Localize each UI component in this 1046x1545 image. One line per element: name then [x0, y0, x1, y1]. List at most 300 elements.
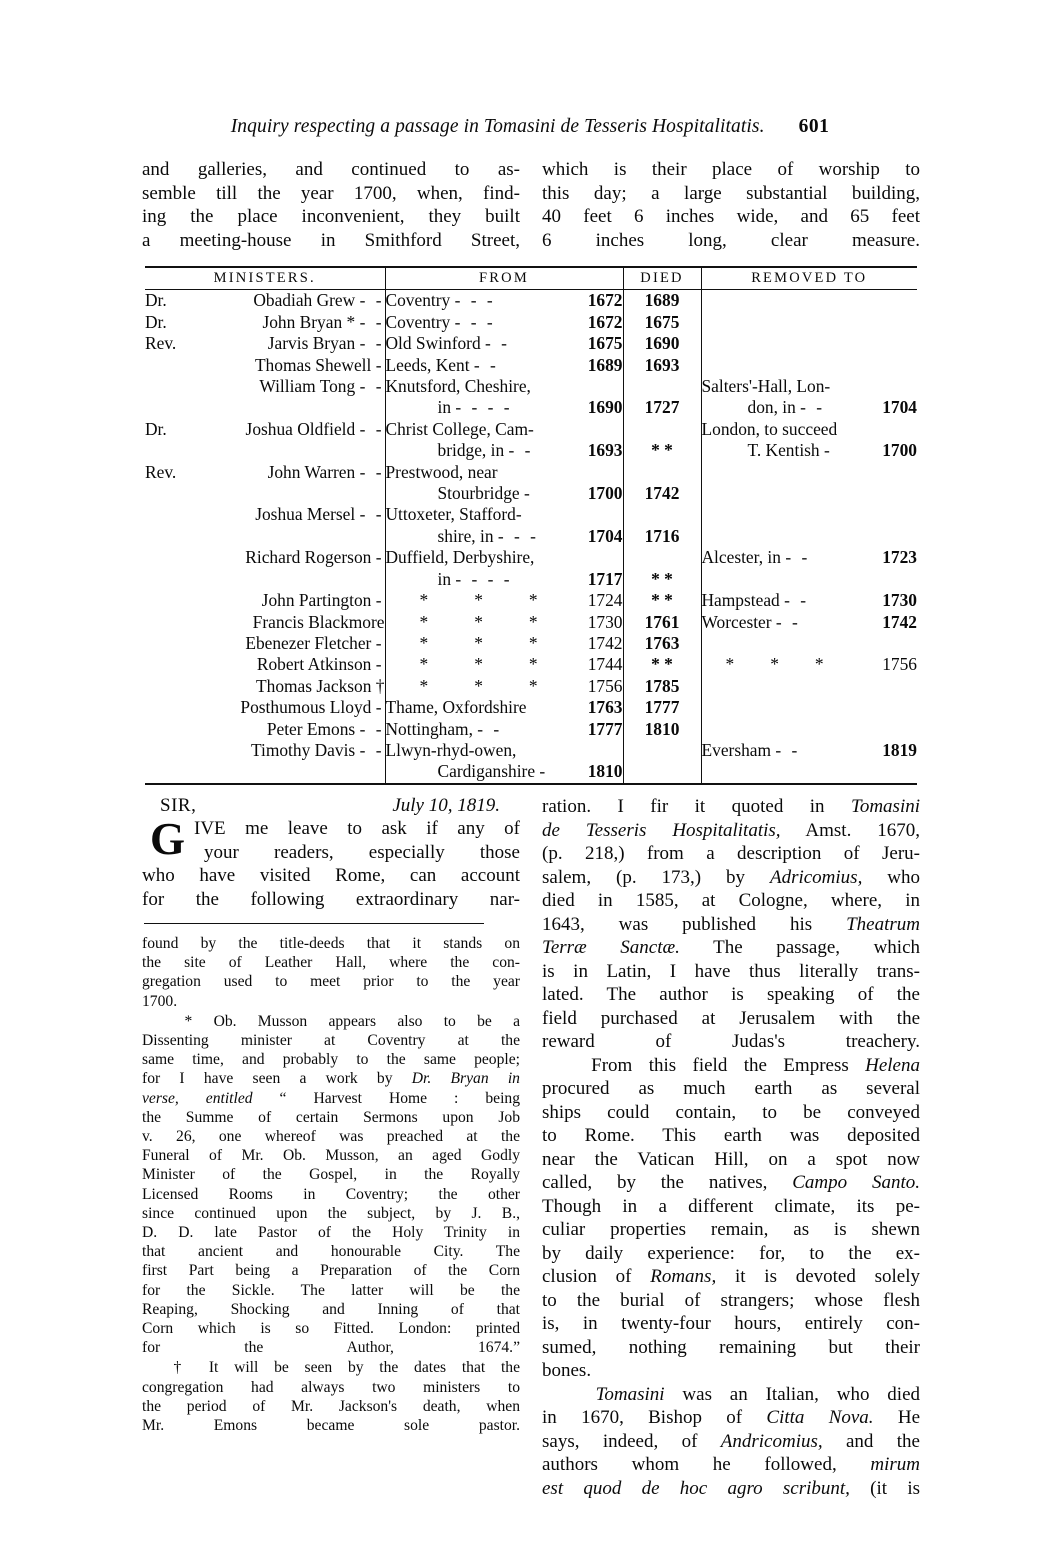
from-place: Christ College, Cam-	[385, 418, 534, 439]
died-empty	[624, 547, 701, 568]
removed-cell-cont	[701, 483, 917, 504]
from-place: Coventry - - -	[385, 290, 496, 311]
footnote-line: for the Author, 1674.”	[142, 1339, 520, 1357]
letter-line: reward of Judas's treachery.	[542, 1031, 920, 1052]
asterisk-mark: *	[528, 590, 538, 611]
leader-dashes: - -	[775, 739, 801, 760]
from-place: Knutsford, Cheshire,	[385, 376, 531, 397]
died-cell	[623, 547, 701, 568]
removed-cell-cont	[701, 569, 917, 590]
opening-line: for the following extraordinary nar-	[142, 888, 520, 910]
from-cell	[385, 633, 623, 654]
footnote-line: Reaping, Shocking and Inning of that	[142, 1300, 520, 1318]
died-cell	[623, 612, 701, 633]
letter-line: called, by the natives, Campo Santo.	[542, 1172, 920, 1193]
removed-empty	[702, 462, 918, 483]
letter-line: is, in twenty-four hours, entirely con-	[542, 1313, 920, 1334]
footnote-line: that ancient and honourable City. The	[142, 1243, 520, 1261]
leader-dashes: - -	[359, 718, 385, 739]
died-cell	[623, 676, 701, 697]
removed-cell	[701, 504, 917, 525]
letter-line: est quod de hoc agro scribunt, (it is	[542, 1477, 920, 1499]
minister-name: Jarvis Bryan	[267, 333, 356, 354]
leader-dashes: - -	[784, 590, 810, 611]
removed-empty	[702, 569, 918, 590]
ministers-table-container	[145, 266, 917, 785]
minister-name: Richard Rogerson	[245, 547, 372, 568]
intro-line: 6 inches long, clear measure.	[542, 229, 920, 251]
from-cell	[385, 333, 623, 354]
table-row	[145, 376, 917, 397]
minister-cell	[145, 504, 385, 525]
minister-cell	[145, 547, 385, 568]
letter-line: de Tesseris Hospitalitatis, Amst. 1670,	[542, 819, 920, 841]
removed-line-cont	[702, 397, 918, 418]
died-cell-cont	[623, 569, 701, 590]
leader-dashes: - - - -	[455, 568, 513, 589]
from-line-cont	[386, 483, 623, 504]
letter-date: July 10, 1819.	[392, 795, 500, 816]
table-bottom-rule	[145, 783, 917, 785]
letter-line: says, indeed, of Andricomius, and the	[542, 1430, 920, 1452]
from-cell	[385, 590, 623, 611]
minister-cell	[145, 676, 385, 697]
table-row	[145, 462, 917, 483]
leader-dashes: -	[375, 632, 385, 653]
footnote-line: found by the title-deeds that it stands on	[142, 935, 520, 952]
from-cell-cont	[385, 761, 623, 782]
died-year: * *	[651, 568, 673, 589]
from-place-cont: in - - - -	[437, 397, 513, 418]
minister-name: Obadiah Grew	[253, 290, 356, 311]
minister-name: Joshua Oldfield	[245, 418, 356, 439]
table-row-continuation	[145, 761, 917, 782]
minister-name: William Tong	[259, 376, 356, 397]
died-cell	[623, 355, 701, 376]
removed-cell-cont	[701, 526, 917, 547]
from-place-cont: in - - - -	[437, 568, 513, 589]
from-line	[386, 290, 623, 311]
leader-dashes: - -	[477, 718, 503, 739]
from-asterisks	[386, 590, 623, 611]
table-row-continuation	[145, 569, 917, 590]
died-cell-cont	[623, 397, 701, 418]
from-place: Nottingham, - -	[385, 718, 503, 739]
opening-remaining-lines	[142, 864, 520, 911]
died-cell	[623, 654, 701, 675]
removed-empty	[702, 633, 918, 654]
asterisk-mark: *	[528, 611, 538, 632]
page-number: 601	[798, 116, 830, 137]
leader-dashes: - -	[359, 739, 385, 760]
died-empty	[624, 419, 701, 440]
footnote-line: congregation had always two ministers to	[142, 1378, 520, 1396]
removed-empty	[702, 355, 918, 376]
intro-line: semble till the year 1700, when, find-	[142, 182, 520, 204]
leader-dashes: - -	[473, 354, 499, 375]
removed-cell	[701, 612, 917, 633]
minister-name: Ebenezer Fletcher	[245, 632, 372, 653]
removed-cell-cont	[701, 397, 917, 418]
letter-line: died in 1585, at Cologne, where, in	[542, 890, 920, 911]
asterisk-mark: *	[770, 654, 779, 675]
asterisk-mark: *	[474, 632, 483, 653]
letter-column-left	[142, 795, 520, 1500]
running-head	[140, 116, 920, 144]
footnote-continuation	[142, 934, 520, 1011]
removed-empty	[702, 312, 918, 333]
from-cell-cont	[385, 440, 623, 461]
died-cell	[623, 697, 701, 718]
opening-line: who have visited Rome, can account	[142, 865, 520, 886]
salutation-line	[142, 795, 520, 817]
minister-cell-cont	[145, 526, 385, 547]
removed-year: 1700	[882, 440, 917, 461]
column-header-removed-to: REMOVED TO	[701, 268, 917, 290]
column-header-died: DIED	[623, 268, 701, 290]
died-year: 1761	[644, 611, 680, 632]
removed-cell	[701, 697, 917, 718]
footnote-line: for I have seen a work by Dr. Bryan in	[142, 1070, 520, 1088]
from-cell	[385, 376, 623, 397]
from-year: 1763	[587, 697, 623, 718]
from-year: 1756	[587, 675, 623, 696]
died-cell	[623, 590, 701, 611]
asterisk-mark: *	[419, 632, 429, 653]
from-cell-cont	[385, 483, 623, 504]
minister-cell	[145, 462, 385, 483]
died-empty	[624, 740, 701, 761]
removed-empty	[702, 483, 918, 504]
minister-cell	[145, 355, 385, 376]
asterisk-mark: *	[528, 654, 538, 675]
minister-cell	[145, 633, 385, 654]
asterisk-mark: *	[474, 611, 483, 632]
minister-title: Dr.	[145, 290, 167, 311]
leader-dashes: - -	[359, 333, 385, 354]
minister-cell	[145, 719, 385, 740]
letter-line: salem, (p. 173,) by Adricomius, who	[542, 866, 920, 888]
salutation: SIR,	[160, 795, 197, 816]
died-cell	[623, 333, 701, 354]
removed-empty	[702, 761, 918, 782]
table-row-continuation	[145, 526, 917, 547]
table-row	[145, 654, 917, 675]
from-cell	[385, 740, 623, 761]
from-year: 1675	[587, 333, 623, 354]
footnote-line: the Summe of certain Sermons upon Job	[142, 1108, 520, 1126]
letter-line: to Rome. This earth was deposited	[542, 1125, 920, 1146]
removed-year: 1756	[882, 654, 917, 675]
minister-cell-cont	[145, 761, 385, 782]
from-cell	[385, 654, 623, 675]
letter-line: field purchased at Jerusalem with the	[542, 1007, 920, 1029]
footnote-line: first Part being a Preparation of the Corn	[142, 1262, 520, 1280]
letter-column-right	[542, 795, 920, 1500]
removed-cell	[701, 590, 917, 611]
footnote-asterisk	[142, 1012, 520, 1358]
intro-column-left	[142, 158, 520, 252]
minister-cell	[145, 333, 385, 354]
removed-empty	[702, 697, 918, 718]
minister-name: John Partington	[261, 590, 372, 611]
footnote-line: same time, and probably to the same people;	[142, 1051, 520, 1069]
table-row-continuation	[145, 440, 917, 461]
minister-cell	[145, 740, 385, 761]
asterisk-mark: *	[419, 675, 429, 696]
minister-name: Joshua Mersel	[255, 504, 356, 525]
drop-cap: G	[150, 814, 186, 864]
died-empty	[624, 504, 701, 525]
from-line	[386, 719, 623, 740]
leader-dashes: - -	[359, 376, 385, 397]
removed-cell	[701, 419, 917, 440]
removed-empty	[702, 526, 918, 547]
footnote-line: D. D. late Pastor of the Holy Trinity in	[142, 1224, 520, 1242]
from-place: Uttoxeter, Stafford-	[385, 504, 522, 525]
from-year: 1672	[587, 290, 623, 311]
minister-title: Dr.	[145, 311, 167, 332]
removed-year: 1723	[882, 547, 917, 568]
letter-line: Tomasini was an Italian, who died	[595, 1383, 921, 1405]
letter-line: bones.	[542, 1360, 592, 1381]
from-year: 1717	[587, 568, 623, 589]
died-cell-cont	[623, 440, 701, 461]
intro-line: a meeting-house in Smithford Street,	[142, 229, 520, 251]
table-body	[145, 290, 917, 783]
letter-line: sumed, nothing remaining but their	[542, 1336, 920, 1358]
from-asterisks	[386, 654, 623, 675]
removed-line	[702, 590, 918, 611]
removed-asterisks	[702, 654, 918, 675]
minister-cell	[145, 697, 385, 718]
footnote-line: for the Sickle. The latter will be the	[142, 1281, 520, 1299]
letter-line: near the Vatican Hill, on a spot now	[542, 1148, 920, 1170]
footnote-line: the period of Mr. Jackson's death, when	[142, 1397, 520, 1415]
from-place: Coventry - - -	[385, 311, 496, 332]
removed-cell	[701, 376, 917, 397]
from-year: 1690	[587, 397, 623, 418]
removed-cell	[701, 740, 917, 761]
leader-dashes: -	[375, 354, 385, 375]
removed-year: 1704	[882, 397, 917, 418]
died-year: * *	[651, 654, 673, 675]
asterisk-mark: *	[419, 654, 429, 675]
intro-line: and galleries, and continued to as-	[142, 159, 520, 180]
leader-dashes: -	[375, 590, 385, 611]
died-year: 1689	[644, 290, 680, 311]
from-line-cont	[386, 761, 623, 782]
died-cell	[623, 376, 701, 397]
from-line-cont	[386, 526, 623, 547]
removed-empty	[702, 290, 918, 311]
asterisk-mark: *	[474, 590, 483, 611]
died-empty	[624, 376, 701, 397]
removed-place: Worcester - -	[701, 611, 801, 632]
letter-line: clusion of Romans, it is devoted solely	[542, 1266, 920, 1287]
footnote-line: Dissenting minister at Coventry at the	[142, 1032, 520, 1050]
column-header-from: FROM	[385, 268, 623, 290]
from-line	[386, 312, 623, 333]
died-cell	[623, 633, 701, 654]
from-line-cont	[386, 440, 623, 461]
table-row	[145, 719, 917, 740]
removed-place-cont: T. Kentish -	[747, 440, 833, 461]
footnote-line: Minister of the Gospel, in the Royally	[142, 1166, 520, 1184]
minister-cell	[145, 612, 385, 633]
letter-line: ration. I fir it quoted in Tomasini	[542, 796, 920, 817]
removed-line	[702, 740, 918, 761]
footnote-line: Mr. Emons became sole pastor.	[142, 1417, 520, 1435]
leader-dashes: - -	[359, 311, 385, 332]
intro-column-right	[542, 158, 920, 252]
minister-name: Thomas Shewell	[254, 354, 372, 375]
from-year: 1744	[587, 654, 623, 675]
leader-dashes: -	[823, 440, 833, 461]
footnote-rule	[144, 923, 484, 924]
from-year: 1777	[587, 718, 623, 739]
from-year: 1810	[587, 761, 623, 782]
leader-dashes: - -	[508, 440, 534, 461]
died-cell-cont	[623, 761, 701, 782]
leader-dashes: -	[539, 761, 549, 782]
removed-cell	[701, 462, 917, 483]
table-row	[145, 633, 917, 654]
died-year: 1785	[644, 675, 680, 696]
table-row	[145, 590, 917, 611]
died-cell-cont	[623, 526, 701, 547]
removed-cell	[701, 333, 917, 354]
letter-section	[142, 795, 920, 1500]
footnote-line: * Ob. Musson appears also to be a	[142, 1012, 520, 1030]
minister-cell	[145, 376, 385, 397]
removed-cell-cont	[701, 440, 917, 461]
leader-dashes: - - -	[454, 290, 496, 311]
asterisk-mark: *	[725, 654, 735, 675]
from-place-cont: Cardiganshire -	[437, 761, 549, 782]
table-header-row	[145, 268, 917, 290]
minister-title: Rev.	[145, 333, 177, 354]
removed-cell	[701, 312, 917, 333]
from-cell	[385, 697, 623, 718]
leader-dashes: -	[375, 547, 385, 568]
letter-opening	[142, 814, 520, 911]
asterisk-mark: *	[419, 590, 429, 611]
minister-cell-cont	[145, 397, 385, 418]
minister-name: Peter Emons	[266, 718, 356, 739]
from-year: 1724	[587, 590, 623, 611]
from-cell	[385, 504, 623, 525]
footnote-line: verse, entitled “ Harvest Home : being	[142, 1089, 520, 1107]
died-cell	[623, 312, 701, 333]
intro-columns	[142, 158, 920, 252]
from-year: 1693	[587, 440, 623, 461]
removed-year: 1819	[882, 739, 917, 760]
died-cell	[623, 462, 701, 483]
from-place: Prestwood, near	[385, 461, 498, 482]
letter-line: 1643, was published his Theatrum	[542, 913, 920, 935]
table-row	[145, 290, 917, 312]
letter-line: by daily experience: for, to the ex-	[542, 1242, 920, 1264]
removed-place: Eversham - -	[701, 739, 801, 760]
footnote-line: † It will be seen by the dates that the	[142, 1359, 520, 1377]
minister-name: Timothy Davis	[250, 739, 356, 760]
from-line	[386, 697, 623, 718]
removed-place: Salters'-Hall, Lon-	[701, 376, 831, 397]
table-row-continuation	[145, 397, 917, 418]
from-asterisks	[386, 676, 623, 697]
table-row	[145, 419, 917, 440]
died-cell	[623, 504, 701, 525]
from-year: 1700	[587, 483, 623, 504]
leader-dashes: -	[375, 697, 385, 718]
asterisk-mark: *	[419, 611, 429, 632]
removed-year: 1742	[882, 611, 917, 632]
table-row	[145, 333, 917, 354]
table-row	[145, 697, 917, 718]
letter-line: Though in a different climate, its pe-	[542, 1195, 920, 1217]
died-cell	[623, 290, 701, 312]
minister-cell-cont	[145, 440, 385, 461]
removed-line-cont	[702, 440, 918, 461]
from-cell	[385, 719, 623, 740]
leader-dashes: - -	[485, 333, 510, 354]
from-place-cont: shire, in - - -	[437, 525, 539, 546]
removed-empty	[702, 333, 918, 354]
removed-cell	[701, 719, 917, 740]
from-cell	[385, 676, 623, 697]
minister-name: Francis Blackmore	[252, 611, 385, 632]
footnote-line: gregation used to meet prior to the year	[142, 973, 520, 991]
died-cell	[623, 740, 701, 761]
from-cell	[385, 419, 623, 440]
leader-dashes: - - -	[497, 525, 539, 546]
leader-dashes: - -	[785, 547, 811, 568]
removed-line	[702, 547, 918, 568]
from-place: Thame, Oxfordshire	[385, 697, 527, 718]
leader-dashes: - -	[359, 504, 385, 525]
opening-line-1: IVE me leave to ask if any of	[194, 818, 520, 839]
from-cell-cont	[385, 526, 623, 547]
intro-line: 40 feet 6 inches wide, and 65 feet	[542, 206, 920, 227]
minister-cell	[145, 654, 385, 675]
minister-name: John Bryan *	[262, 311, 356, 332]
minister-cell	[145, 312, 385, 333]
removed-line	[702, 612, 918, 633]
from-line-cont	[386, 397, 623, 418]
died-cell	[623, 419, 701, 440]
letter-line: procured as much earth as several	[542, 1078, 920, 1099]
table-row	[145, 547, 917, 568]
letter-line: authors whom he followed, mirum	[542, 1454, 920, 1475]
minister-cell-cont	[145, 569, 385, 590]
asterisk-mark: *	[474, 654, 483, 675]
from-year: 1742	[587, 632, 623, 653]
from-cell-cont	[385, 397, 623, 418]
leader-dashes: - - -	[454, 311, 496, 332]
running-head-title: Inquiry respecting a passage in Tomasini de Tesseris Hospitalitatis.	[230, 116, 765, 137]
letter-line: From this field the Empress Helena	[542, 1054, 920, 1076]
leader-dashes: -	[523, 483, 533, 504]
asterisk-mark: *	[474, 675, 483, 696]
minister-cell	[145, 590, 385, 611]
from-year: 1672	[587, 311, 623, 332]
removed-place: Hampstead - -	[701, 590, 810, 611]
leader-dashes: - -	[775, 611, 801, 632]
from-cell	[385, 547, 623, 568]
leader-dashes: - -	[800, 397, 826, 418]
table-row	[145, 740, 917, 761]
